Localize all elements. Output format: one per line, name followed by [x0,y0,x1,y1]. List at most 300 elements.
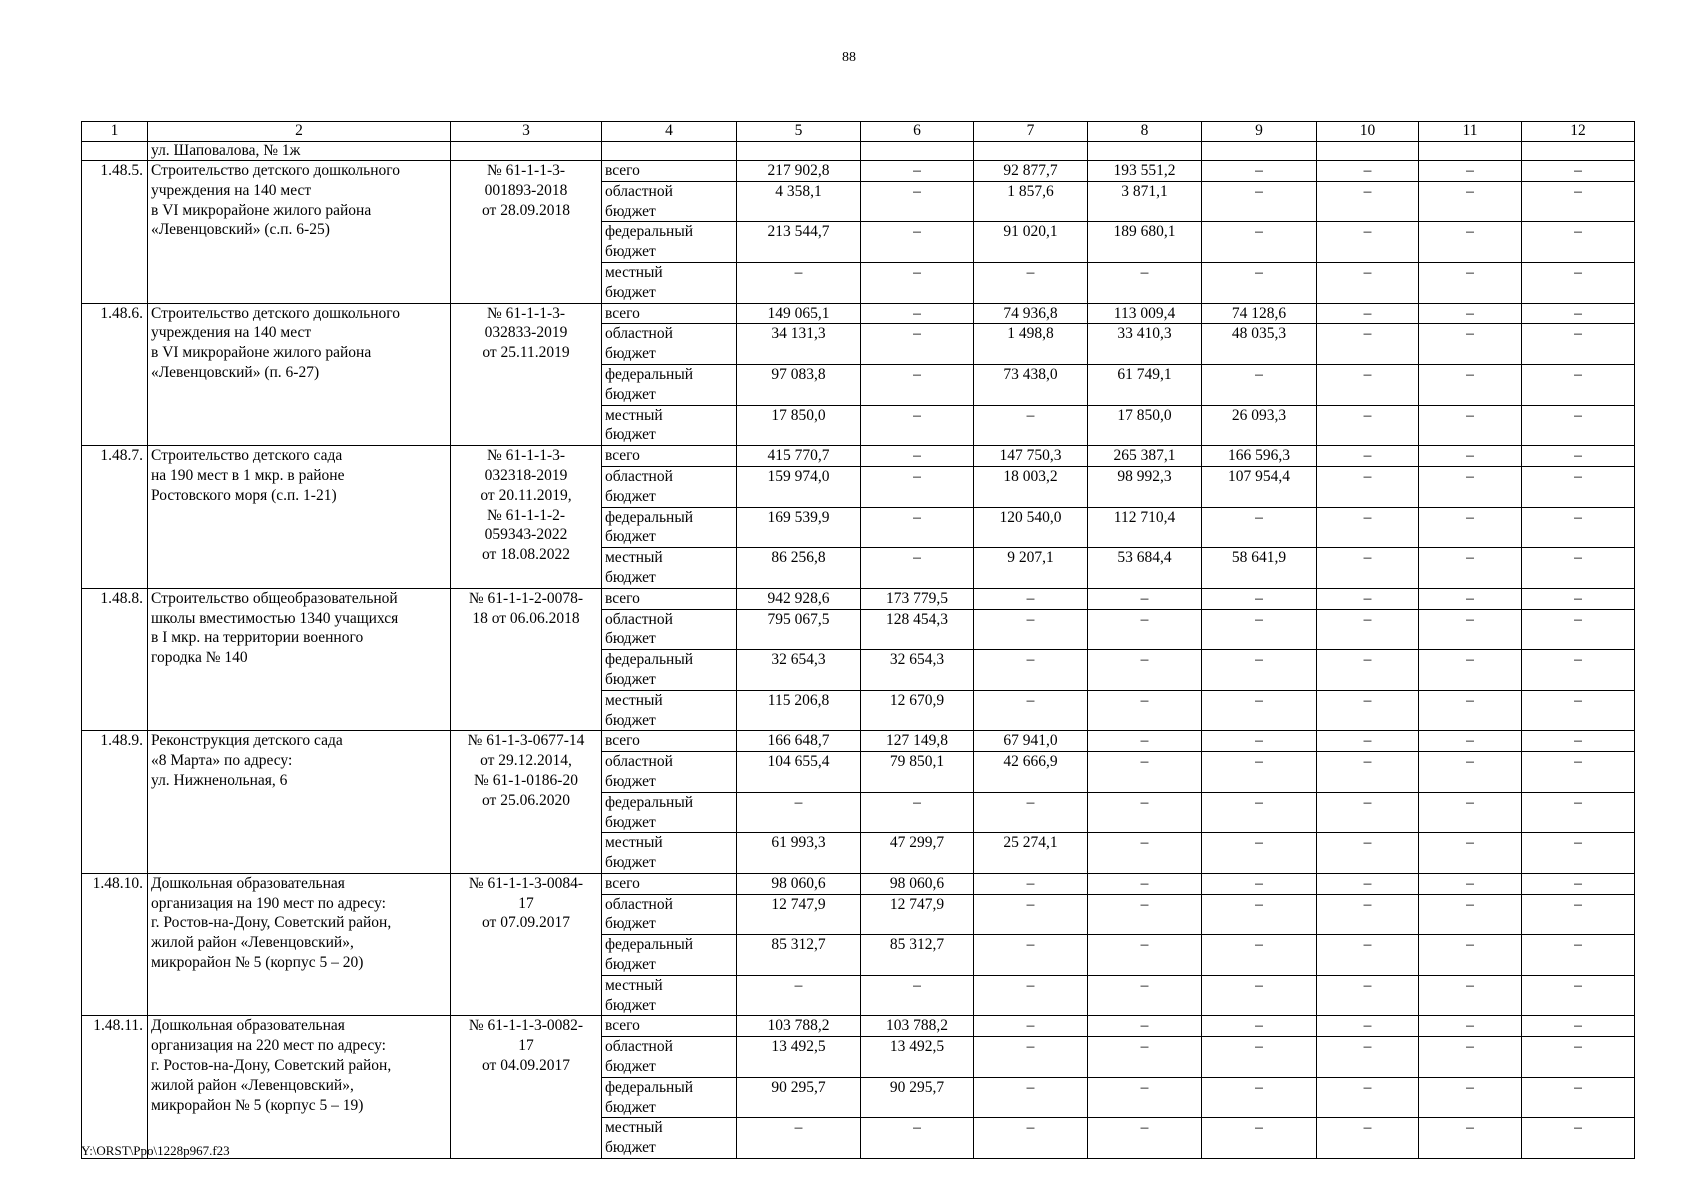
value-cell: 103 788,2 [861,1016,974,1037]
value-cell: – [861,262,974,303]
value-cell: – [1522,792,1635,833]
value-cell: – [1522,975,1635,1016]
value-cell: – [1419,1037,1522,1078]
column-header: 10 [1317,122,1419,142]
item-number: 1.48.9. [82,731,148,874]
value-cell: 97 083,8 [737,364,861,405]
funding-source: областной бюджет [602,324,737,365]
value-cell: 74 936,8 [974,303,1088,324]
funding-source: федеральный бюджет [602,222,737,263]
value-cell: – [1317,792,1419,833]
item-name: Строительство детского дошкольного учреждения на 140 мест в VI микрорайоне жилого района «Левенцовский» (с.п. 6-25) [148,161,451,304]
value-cell: – [1419,548,1522,589]
carryover-value-cell [1522,142,1635,161]
table-row [82,303,1635,324]
value-cell: – [1202,222,1317,263]
value-cell: – [1088,833,1202,874]
value-cell: – [1419,222,1522,263]
value-cell: – [1522,405,1635,446]
value-cell: – [974,975,1088,1016]
value-cell: – [861,792,974,833]
funding-source: всего [602,873,737,894]
value-cell: – [1317,833,1419,874]
value-cell: 9 207,1 [974,548,1088,589]
value-cell: – [1419,364,1522,405]
value-cell: – [1522,548,1635,589]
column-header: 4 [602,122,737,142]
funding-source: всего [602,588,737,609]
permit-number: № 61-1-1-3- 032833-2019 от 25.11.2019 [451,303,602,446]
item-name: Реконструкция детского сада «8 Марта» по адресу: ул. Нижненольная, 6 [148,731,451,874]
value-cell: 189 680,1 [1088,222,1202,263]
carryover-num-cell [82,142,148,161]
value-cell: – [737,262,861,303]
header-row [82,122,1635,142]
value-cell: 90 295,7 [861,1077,974,1118]
value-cell: 159 974,0 [737,466,861,507]
value-cell: – [1317,161,1419,182]
column-header: 11 [1419,122,1522,142]
value-cell: 79 850,1 [861,752,974,793]
table-row [82,731,1635,752]
value-cell: – [1317,324,1419,365]
value-cell: – [861,303,974,324]
carryover-row [82,142,1635,161]
value-cell: – [1202,935,1317,976]
value-cell: – [1522,1077,1635,1118]
value-cell: – [1317,466,1419,507]
value-cell: – [1202,507,1317,548]
value-cell: 112 710,4 [1088,507,1202,548]
value-cell: – [1317,873,1419,894]
value-cell: – [1419,1118,1522,1159]
value-cell: – [1419,405,1522,446]
funding-source: областной бюджет [602,609,737,650]
value-cell: – [1202,588,1317,609]
carryover-permit-cell [451,142,602,161]
value-cell: 26 093,3 [1202,405,1317,446]
value-cell: – [1202,690,1317,731]
value-cell: 12 670,9 [861,690,974,731]
value-cell: – [1088,1037,1202,1078]
value-cell: – [861,446,974,467]
value-cell: – [1317,1037,1419,1078]
value-cell: 18 003,2 [974,466,1088,507]
funding-source: всего [602,1016,737,1037]
value-cell: 12 747,9 [737,894,861,935]
value-cell: 115 206,8 [737,690,861,731]
funding-source: всего [602,161,737,182]
value-cell: – [1522,609,1635,650]
value-cell: – [1317,548,1419,589]
value-cell: – [974,405,1088,446]
value-cell: – [1522,222,1635,263]
value-cell: – [1088,731,1202,752]
table-row [82,873,1635,894]
value-cell: – [1088,1077,1202,1118]
permit-number: № 61-1-3-0677-14 от 29.12.2014, № 61-1-0186-20 от 25.06.2020 [451,731,602,874]
value-cell: – [1419,609,1522,650]
item-name: Строительство общеобразовательной школы вместимостью 1340 учащихся в I мкр. на территории военного городка № 140 [148,588,451,731]
item-name: Дошкольная образовательная организация на 220 мест по адресу: г. Ростов-на-Дону, Советский район, жилой район «Левенцовский», микрорайон № 5 (корпус 5 – 19) [148,1016,451,1159]
value-cell: – [1317,405,1419,446]
value-cell: – [1202,1037,1317,1078]
value-cell: 98 992,3 [1088,466,1202,507]
value-cell: 32 654,3 [737,650,861,691]
value-cell: 1 498,8 [974,324,1088,365]
value-cell: 193 551,2 [1088,161,1202,182]
carryover-value-cell [861,142,974,161]
value-cell: – [1202,1016,1317,1037]
value-cell: – [1202,1118,1317,1159]
item-name: Строительство детского сада на 190 мест в 1 мкр. в районе Ростовского моря (с.п. 1-21) [148,446,451,589]
permit-number: № 61-1-1-3- 032318-2019 от 20.11.2019, № 61-1-1-2- 059343-2022 от 18.08.2022 [451,446,602,589]
carryover-text: ул. Шаповалова, № 1ж [148,142,451,161]
value-cell: – [1522,446,1635,467]
value-cell: – [974,792,1088,833]
value-cell: – [737,1118,861,1159]
value-cell: – [1202,792,1317,833]
value-cell: – [1088,975,1202,1016]
value-cell: – [974,609,1088,650]
value-cell: 13 492,5 [737,1037,861,1078]
value-cell: – [974,588,1088,609]
funding-source: федеральный бюджет [602,1077,737,1118]
value-cell: – [974,894,1088,935]
value-cell: 147 750,3 [974,446,1088,467]
value-cell: – [1419,446,1522,467]
value-cell: – [1317,690,1419,731]
funding-source: федеральный бюджет [602,507,737,548]
value-cell: – [1419,752,1522,793]
value-cell: – [1202,731,1317,752]
value-cell: – [1317,181,1419,222]
value-cell: 85 312,7 [737,935,861,976]
value-cell: 169 539,9 [737,507,861,548]
funding-source: местный бюджет [602,1118,737,1159]
value-cell: – [861,507,974,548]
value-cell: – [1088,690,1202,731]
carryover-value-cell [737,142,861,161]
value-cell: 90 295,7 [737,1077,861,1118]
value-cell: – [1522,303,1635,324]
value-cell: – [1522,935,1635,976]
item-name: Дошкольная образовательная организация на 190 мест по адресу: г. Ростов-на-Дону, Советский район, жилой район «Левенцовский», микрорайон № 5 (корпус 5 – 20) [148,873,451,1016]
item-number: 1.48.5. [82,161,148,304]
value-cell: – [1522,324,1635,365]
funding-source: областной бюджет [602,181,737,222]
value-cell: – [1522,181,1635,222]
value-cell: – [1202,364,1317,405]
value-cell: – [1088,1016,1202,1037]
value-cell: – [1522,161,1635,182]
value-cell: 53 684,4 [1088,548,1202,589]
value-cell: 17 850,0 [737,405,861,446]
page-number: 88 [842,50,856,65]
column-header: 5 [737,122,861,142]
value-cell: 98 060,6 [737,873,861,894]
value-cell: 13 492,5 [861,1037,974,1078]
value-cell: – [1419,262,1522,303]
value-cell: – [1202,262,1317,303]
value-cell: – [1317,222,1419,263]
value-cell: – [1317,935,1419,976]
value-cell: – [1419,731,1522,752]
value-cell: – [1522,1016,1635,1037]
item-number: 1.48.10. [82,873,148,1016]
table-row [82,446,1635,467]
value-cell: – [1317,303,1419,324]
table-row [82,588,1635,609]
value-cell: – [1419,303,1522,324]
carryover-value-cell [1202,142,1317,161]
value-cell: – [1202,609,1317,650]
value-cell: – [861,1118,974,1159]
value-cell: 104 655,4 [737,752,861,793]
permit-number: № 61-1-1-3-0082- 17 от 04.09.2017 [451,1016,602,1159]
value-cell: 34 131,3 [737,324,861,365]
value-cell: – [1088,609,1202,650]
value-cell: 25 274,1 [974,833,1088,874]
value-cell: 47 299,7 [861,833,974,874]
funding-source: местный бюджет [602,975,737,1016]
value-cell: 795 067,5 [737,609,861,650]
item-number: 1.48.6. [82,303,148,446]
item-number: 1.48.8. [82,588,148,731]
funding-source: областной бюджет [602,466,737,507]
value-cell: – [1419,690,1522,731]
value-cell: 103 788,2 [737,1016,861,1037]
value-cell: – [1088,752,1202,793]
column-header: 3 [451,122,602,142]
value-cell: 12 747,9 [861,894,974,935]
value-cell: – [1202,894,1317,935]
funding-source: областной бюджет [602,752,737,793]
value-cell: – [1202,833,1317,874]
value-cell: – [1317,894,1419,935]
value-cell: – [1088,262,1202,303]
value-cell: – [974,1118,1088,1159]
value-cell: 149 065,1 [737,303,861,324]
funding-source: местный бюджет [602,690,737,731]
value-cell: – [1419,833,1522,874]
value-cell: 113 009,4 [1088,303,1202,324]
value-cell: – [1522,752,1635,793]
value-cell: 67 941,0 [974,731,1088,752]
table-body [82,122,1635,1159]
value-cell: – [1317,731,1419,752]
value-cell: – [861,181,974,222]
value-cell: – [1317,650,1419,691]
value-cell: 32 654,3 [861,650,974,691]
value-cell: – [1317,752,1419,793]
value-cell: – [1522,466,1635,507]
value-cell: – [1522,731,1635,752]
funding-source: всего [602,731,737,752]
funding-source: федеральный бюджет [602,792,737,833]
value-cell: – [1419,894,1522,935]
value-cell: – [1522,1037,1635,1078]
value-cell: 33 410,3 [1088,324,1202,365]
value-cell: – [1317,609,1419,650]
item-number: 1.48.7. [82,446,148,589]
value-cell: – [1088,1118,1202,1159]
value-cell: 173 779,5 [861,588,974,609]
value-cell: – [1202,650,1317,691]
value-cell: – [861,161,974,182]
value-cell: 3 871,1 [1088,181,1202,222]
value-cell: 17 850,0 [1088,405,1202,446]
column-header: 2 [148,122,451,142]
funding-source: областной бюджет [602,1037,737,1078]
value-cell: 1 857,6 [974,181,1088,222]
value-cell: – [1202,161,1317,182]
value-cell: – [1088,894,1202,935]
value-cell: – [1522,894,1635,935]
value-cell: – [1088,792,1202,833]
value-cell: – [974,1016,1088,1037]
value-cell: – [1522,650,1635,691]
value-cell: – [737,792,861,833]
permit-number: № 61-1-1-2-0078- 18 от 06.06.2018 [451,588,602,731]
budget-table [81,121,1635,1159]
value-cell: – [1522,690,1635,731]
value-cell: – [974,935,1088,976]
value-cell: – [861,405,974,446]
value-cell: 92 877,7 [974,161,1088,182]
value-cell: – [1317,1118,1419,1159]
value-cell: 213 544,7 [737,222,861,263]
value-cell: – [1419,873,1522,894]
value-cell: – [1522,588,1635,609]
value-cell: 74 128,6 [1202,303,1317,324]
value-cell: 4 358,1 [737,181,861,222]
value-cell: – [861,466,974,507]
value-cell: – [1419,1016,1522,1037]
footer-file-path: Y:\ORST\Ppo\1228p967.f23 [81,1143,230,1158]
value-cell: – [1088,650,1202,691]
value-cell: – [1317,446,1419,467]
value-cell: 86 256,8 [737,548,861,589]
value-cell: 942 928,6 [737,588,861,609]
value-cell: – [1522,1118,1635,1159]
value-cell: – [1202,181,1317,222]
table-row [82,1016,1635,1037]
column-header: 1 [82,122,148,142]
funding-source: местный бюджет [602,405,737,446]
value-cell: – [1522,262,1635,303]
carryover-value-cell [1419,142,1522,161]
value-cell: 107 954,4 [1202,466,1317,507]
value-cell: – [974,873,1088,894]
value-cell: 166 648,7 [737,731,861,752]
value-cell: – [861,975,974,1016]
value-cell: – [1317,975,1419,1016]
item-number: 1.48.11. [82,1016,148,1159]
value-cell: – [1202,752,1317,793]
value-cell: – [1419,161,1522,182]
column-header: 12 [1522,122,1635,142]
value-cell: – [974,1077,1088,1118]
carryover-value-cell [1088,142,1202,161]
value-cell: 85 312,7 [861,935,974,976]
value-cell: 61 993,3 [737,833,861,874]
value-cell: – [737,975,861,1016]
value-cell: – [1419,466,1522,507]
value-cell: – [1317,588,1419,609]
value-cell: – [1088,588,1202,609]
value-cell: – [1317,1077,1419,1118]
value-cell: – [1088,935,1202,976]
value-cell: – [861,548,974,589]
column-header: 8 [1088,122,1202,142]
value-cell: – [1088,873,1202,894]
value-cell: 265 387,1 [1088,446,1202,467]
value-cell: – [861,324,974,365]
column-header: 9 [1202,122,1317,142]
value-cell: – [1419,792,1522,833]
value-cell: 91 020,1 [974,222,1088,263]
funding-source: местный бюджет [602,262,737,303]
value-cell: 98 060,6 [861,873,974,894]
permit-number: № 61-1-1-3- 001893-2018 от 28.09.2018 [451,161,602,304]
table-row [82,161,1635,182]
value-cell: 48 035,3 [1202,324,1317,365]
value-cell: 61 749,1 [1088,364,1202,405]
value-cell: 120 540,0 [974,507,1088,548]
value-cell: – [1317,364,1419,405]
funding-source: федеральный бюджет [602,364,737,405]
carryover-type-cell [602,142,737,161]
value-cell: – [1419,935,1522,976]
value-cell: – [974,1037,1088,1078]
column-header: 6 [861,122,974,142]
funding-source: местный бюджет [602,833,737,874]
value-cell: – [1202,975,1317,1016]
value-cell: – [1522,507,1635,548]
value-cell: 42 666,9 [974,752,1088,793]
value-cell: – [1317,1016,1419,1037]
value-cell: – [1419,1077,1522,1118]
value-cell: 217 902,8 [737,161,861,182]
value-cell: 166 596,3 [1202,446,1317,467]
value-cell: – [861,222,974,263]
value-cell: – [1522,833,1635,874]
value-cell: – [1202,873,1317,894]
value-cell: 73 438,0 [974,364,1088,405]
value-cell: – [1317,262,1419,303]
value-cell: – [1202,1077,1317,1118]
value-cell: – [1419,324,1522,365]
value-cell: – [1419,507,1522,548]
carryover-value-cell [974,142,1088,161]
column-header: 7 [974,122,1088,142]
value-cell: 415 770,7 [737,446,861,467]
funding-source: всего [602,303,737,324]
value-cell: 58 641,9 [1202,548,1317,589]
carryover-value-cell [1317,142,1419,161]
funding-source: федеральный бюджет [602,935,737,976]
value-cell: 127 149,8 [861,731,974,752]
value-cell: – [974,650,1088,691]
funding-source: местный бюджет [602,548,737,589]
funding-source: всего [602,446,737,467]
value-cell: – [1419,181,1522,222]
value-cell: – [861,364,974,405]
item-name: Строительство детского дошкольного учреждения на 140 мест в VI микрорайоне жилого района «Левенцовский» (п. 6-27) [148,303,451,446]
funding-source: федеральный бюджет [602,650,737,691]
value-cell: – [1522,364,1635,405]
